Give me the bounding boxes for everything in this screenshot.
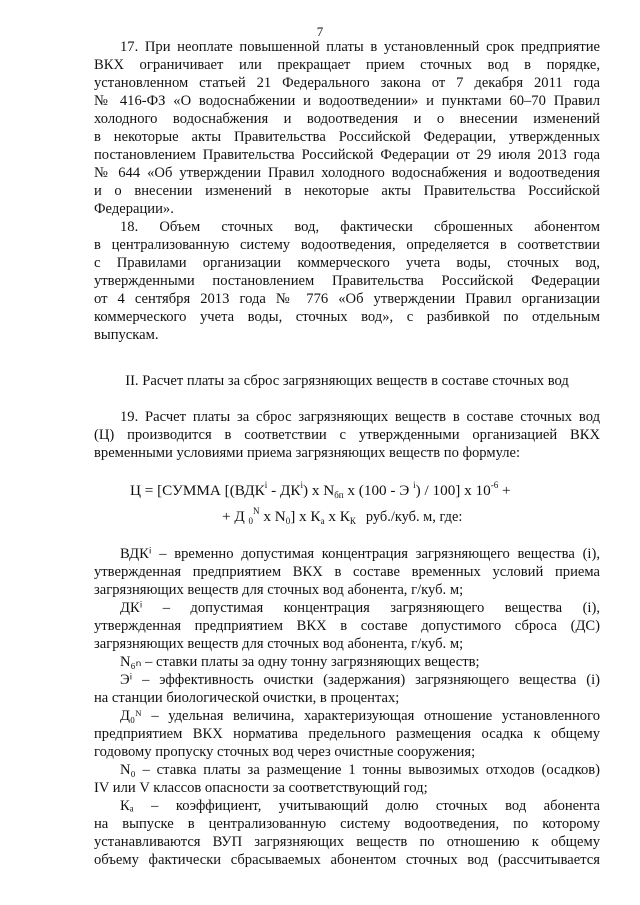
formula-part: ) x N xyxy=(302,482,335,499)
text-line: годовому пропуску сточных вод через очистные сооружения; xyxy=(94,744,476,760)
text-line: № 416-ФЗ «О водоснабжении и водоотведении» и пунктами 60–70 Правил xyxy=(94,93,600,109)
text-line: на выпуске в централизованную систему водоотведения, по которому xyxy=(94,816,600,832)
formula-sup: N xyxy=(253,506,260,516)
formula-sub: К xyxy=(349,516,356,526)
formula-sub: 0 xyxy=(285,516,291,526)
text-line: временными условиями приема загрязняющих веществ по формуле: xyxy=(94,445,521,461)
formula-part: Ц = [СУММА [(ВДК xyxy=(130,482,265,499)
text-line: Д₀ᴺ – удельная величина, характеризующая отношение установленного xyxy=(120,708,600,724)
text-line: постановлением Правительства Российской Федерации от 29 июля 2013 года xyxy=(94,147,600,163)
text-line: (Ц) производится в соответствии с утвержденными организацией ВКХ xyxy=(94,427,600,443)
text-line: Кₐ – коэффициент, учитывающий долю сточных вод абонента xyxy=(120,798,600,814)
text-line: Федерации». xyxy=(94,201,174,217)
text-line: Эⁱ – эффективность очистки (задержания) загрязняющего вещества (i) xyxy=(120,672,600,688)
text-line: в некоторые акты Правительства Российской Федерации, утвержденных xyxy=(94,129,600,145)
formula-part: ] x К xyxy=(290,508,321,525)
formula-part: + xyxy=(498,482,511,499)
formula-unit-text: руб./куб. м, где: xyxy=(365,509,463,525)
formula-line-2 xyxy=(222,508,462,526)
formula-sub: бп xyxy=(334,490,344,500)
formula-sup: i xyxy=(300,480,303,490)
text-line: № 644 «Об утверждении Правил холодного водоснабжения и водоотведения xyxy=(94,165,600,181)
text-line: предприятием ВКХ норматива предельного размещения осадка к общему xyxy=(94,726,600,742)
formula-line-1 xyxy=(130,482,511,500)
formula-part: x N xyxy=(259,508,286,525)
text-line: на станции биологической очистки, в процентах; xyxy=(94,690,400,706)
text-line: 18. Объем сточных вод, фактически сброшенных абонентом xyxy=(120,219,600,235)
formula-part: x (100 - Э xyxy=(343,482,414,499)
formula-sub: а xyxy=(320,516,325,526)
formula-sub: 0 xyxy=(248,516,254,526)
text-line: холодного водоснабжения и водоотведения и о внесении изменений xyxy=(94,111,600,127)
text-line: от 4 сентября 2013 года № 776 «Об утверждении Правил организации xyxy=(94,291,600,307)
text-line: утвержденными постановлением Правительства Российской Федерации xyxy=(94,273,600,289)
page-number: 7 xyxy=(316,24,324,39)
text-line: утвержденная предприятием ВКХ в составе допустимого сброса (ДС) xyxy=(94,618,600,634)
formula-sup: i xyxy=(264,480,268,490)
text-line: N₀ – ставка платы за размещение 1 тонны вывозимых отходов (осадков) xyxy=(120,762,600,778)
text-line: установленном статьей 21 Федерального закона от 7 декабря 2011 года xyxy=(94,75,600,91)
text-line: II. Расчет платы за сброс загрязняющих веществ в составе сточных вод xyxy=(125,373,569,389)
text-line: загрязняющих веществ для сточных вод абонента, г/куб. м; xyxy=(94,636,464,652)
text-line: 19. Расчет платы за сброс загрязняющих веществ в составе сточных вод xyxy=(120,409,600,425)
text-line: и о внесении изменений в некоторые акты Правительства Российской xyxy=(94,183,600,199)
text-line: объему фактически сбрасываемых абонентом сточных вод (рассчитывается xyxy=(94,852,600,868)
formula-sup: -6 xyxy=(490,480,499,490)
formula-sup: i xyxy=(413,480,416,490)
text-line: ДКⁱ – допустимая концентрация загрязняющего вещества (i), xyxy=(120,600,600,616)
text-line: ВДКⁱ – временно допустимая концентрация загрязняющего вещества (i), xyxy=(120,546,600,562)
text-line: N₆ₙ – ставки платы за одну тонну загрязняющих веществ; xyxy=(120,654,480,670)
text-line: загрязняющих веществ для сточных вод абонента, г/куб. м; xyxy=(94,582,464,598)
formula-part: x К xyxy=(324,508,350,525)
text-line: коммерческого учета воды, сточных вод», с разбивкой по отдельным xyxy=(94,309,600,325)
formula-part: ) / 100] x 10 xyxy=(415,482,491,499)
text-line: выпускам. xyxy=(94,327,159,343)
text-line: с Правилами организации коммерческого учета воды, сточных вод, xyxy=(94,255,600,271)
text-line: ВКХ ограничивает или прекращает прием сточных вод в порядке, xyxy=(94,57,600,73)
text-line: 17. При неоплате повышенной платы в установленный срок предприятие xyxy=(120,39,600,55)
formula-part: - ДК xyxy=(267,482,301,499)
text-line: устанавливаются ВУП загрязняющих веществ по отношению к общему xyxy=(94,834,600,850)
text-line: в централизованную систему водоотведения, определяется в соответствии xyxy=(94,237,600,253)
formula-part: + Д xyxy=(222,508,249,525)
text-line: утвержденная предприятием ВКХ в составе временных условий приема xyxy=(94,564,600,580)
text-line: IV или V классов опасности за соответствующий год; xyxy=(94,780,428,796)
